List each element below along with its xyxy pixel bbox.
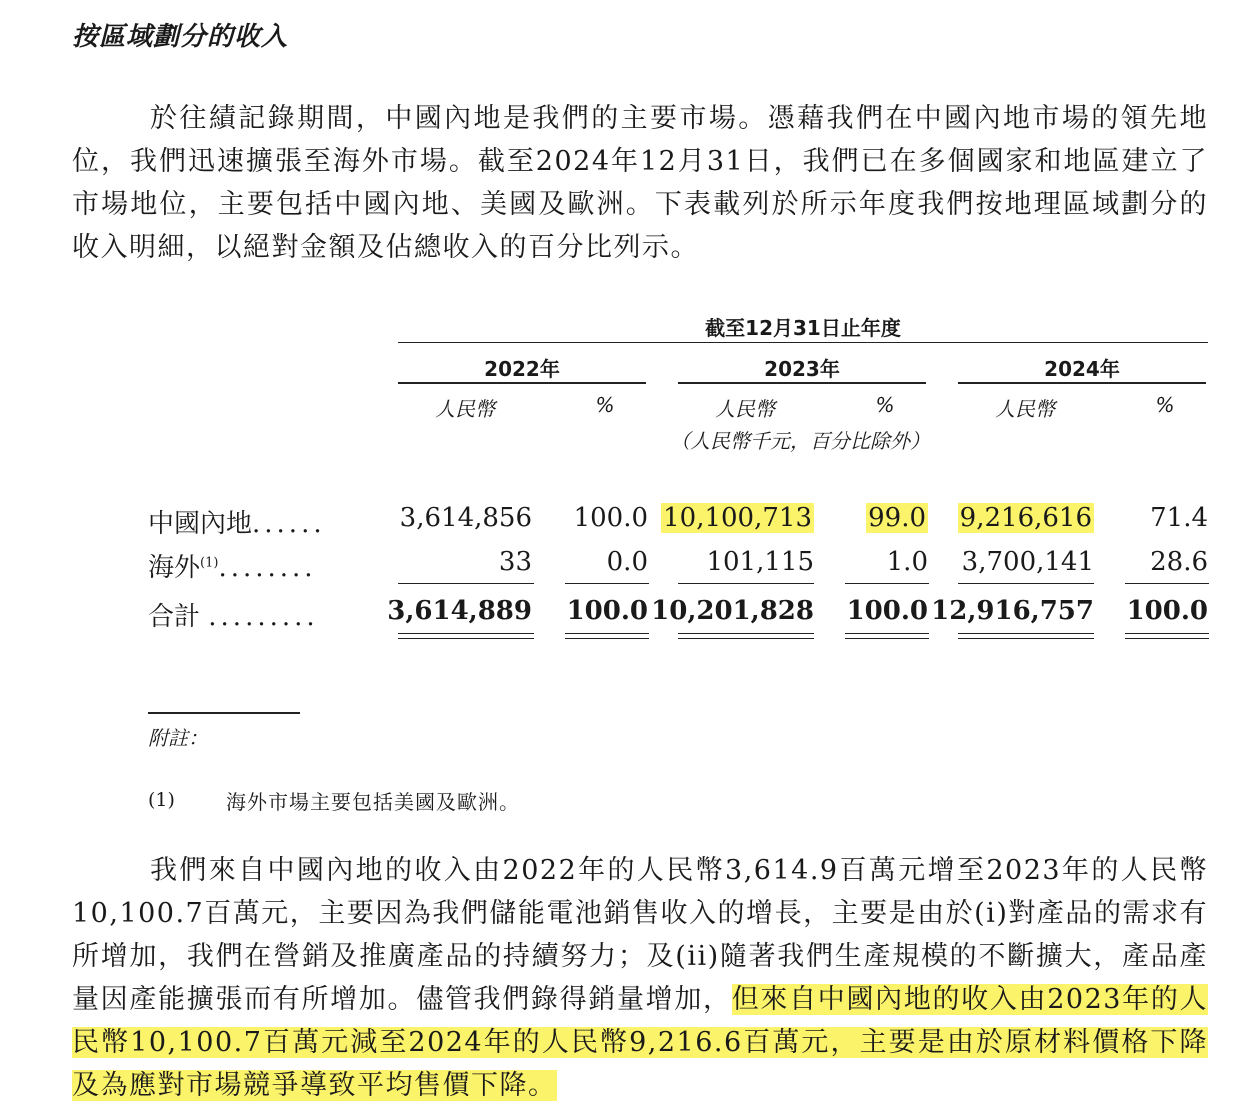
cell-total-2023-amount: 10,201,828 <box>651 596 814 626</box>
cell-overseas-2023-percent: 1.0 <box>886 547 928 577</box>
analysis-paragraph <box>72 849 1208 1107</box>
col-header-amount-2024: 人民幣 <box>995 397 1055 421</box>
highlight: 10,100,713 <box>663 503 812 533</box>
total-double-rule <box>398 638 534 639</box>
total-double-rule <box>565 633 649 634</box>
row-label-total <box>148 596 363 633</box>
cell-total-2024-amount: 12,916,757 <box>931 596 1094 626</box>
analysis-highlighted-text: 但來自中國內地的收入由2023年的人民幣10,100.7百萬元減至2024年的人民幣9,216.6百萬元，主要是由於原材料價格下降及為應對市場競爭導致平均售價下降。 <box>72 984 1208 1101</box>
row-label-overseas <box>148 547 363 584</box>
table-period-header: 截至12月31日止年度 <box>705 316 901 340</box>
footnote-marker: (1) <box>200 555 219 571</box>
footnote-marker: (1) <box>148 789 175 811</box>
cell-mainland-2022-amount: 3,614,856 <box>399 503 532 533</box>
total-double-rule <box>958 633 1094 634</box>
row-label-mainland <box>148 503 363 540</box>
cell-overseas-2022-amount: 33 <box>498 547 532 577</box>
year-header-2022: 2022年 <box>484 357 560 381</box>
subtotal-rule <box>958 583 1094 584</box>
highlight: 99.0 <box>868 503 926 533</box>
intro-paragraph: 於往績記錄期間，中國內地是我們的主要市場。憑藉我們在中國內地市場的領先地位，我們迅速擴張至海外市場。截至2024年12月31日，我們已在多個國家和地區建立了市場地位，主要包括中國內地、美國及歐洲。下表載列於所示年度我們按地理區域劃分的收入明細，以絕對金額及佔總收入的百分比列示。 <box>72 103 1208 263</box>
footnote-text: 海外市場主要包括美國及歐洲。 <box>226 790 520 814</box>
total-double-rule <box>678 633 814 634</box>
analysis-text: 我們來自中國內地的收入由2022年的人民幣3,614.9百萬元增至2023年的人民幣10,100.7百萬元，主要因為我們儲能電池銷售收入的增長，主要是由於(i)對產品的需求有所增加，我們在營銷及推廣產品的持續努力；及(ii)隨著我們生產規模的不斷擴大，產品產量因產能擴張而有所增加。儘管我們錄得銷量增加， <box>72 855 1208 1015</box>
cell-mainland-2023-amount <box>661 503 814 533</box>
highlight: 9,216,616 <box>959 503 1092 533</box>
leader-dots: ...... <box>252 509 326 539</box>
cell-total-2023-percent: 100.0 <box>846 596 928 626</box>
cell-overseas-2024-amount: 3,700,141 <box>961 547 1094 577</box>
year-header-2023: 2023年 <box>764 357 840 381</box>
cell-overseas-2022-percent: 0.0 <box>606 547 648 577</box>
cell-overseas-2023-amount: 101,115 <box>706 547 814 577</box>
total-double-rule <box>845 633 929 634</box>
cell-overseas-2024-percent: 28.6 <box>1150 547 1208 577</box>
col-header-percent-2022: % <box>595 393 615 417</box>
year-header-2024: 2024年 <box>1044 357 1120 381</box>
leader-dots: ........ <box>218 553 317 583</box>
subtotal-rule <box>565 583 649 584</box>
section-title: 按區域劃分的收入 <box>72 22 289 52</box>
subtotal-rule <box>845 583 929 584</box>
cell-total-2022-amount: 3,614,889 <box>387 596 532 626</box>
col-header-percent-2024: % <box>1155 393 1175 417</box>
cell-mainland-2024-amount <box>958 503 1094 533</box>
subtotal-rule <box>1125 583 1209 584</box>
total-double-rule <box>1125 633 1209 634</box>
col-header-percent-2023: % <box>875 393 895 417</box>
subtotal-rule <box>398 583 534 584</box>
footnote-divider <box>148 712 300 714</box>
row-label-text: 海外 <box>148 553 201 583</box>
footnote-heading: 附註： <box>148 726 208 750</box>
cell-mainland-2024-percent: 71.4 <box>1150 503 1208 533</box>
year-rule-2023 <box>678 382 926 384</box>
header-rule <box>398 342 1208 343</box>
row-label-text: 中國內地 <box>148 509 253 539</box>
col-header-amount-2022: 人民幣 <box>435 397 495 421</box>
total-double-rule <box>958 638 1094 639</box>
year-rule-2022 <box>398 382 646 384</box>
cell-total-2024-percent: 100.0 <box>1126 596 1208 626</box>
col-header-amount-2023: 人民幣 <box>715 397 775 421</box>
subtotal-rule <box>678 583 814 584</box>
leader-dots: ......... <box>208 602 319 632</box>
total-double-rule <box>845 638 929 639</box>
total-double-rule <box>678 638 814 639</box>
total-double-rule <box>398 633 534 634</box>
unit-note: （人民幣千元，百分比除外） <box>670 429 930 453</box>
total-double-rule <box>1125 638 1209 639</box>
cell-mainland-2022-percent: 100.0 <box>573 503 648 533</box>
row-label-text: 合計 <box>148 602 201 632</box>
cell-mainland-2023-percent <box>866 503 928 533</box>
year-rule-2024 <box>958 382 1206 384</box>
total-double-rule <box>565 638 649 639</box>
cell-total-2022-percent: 100.0 <box>566 596 648 626</box>
